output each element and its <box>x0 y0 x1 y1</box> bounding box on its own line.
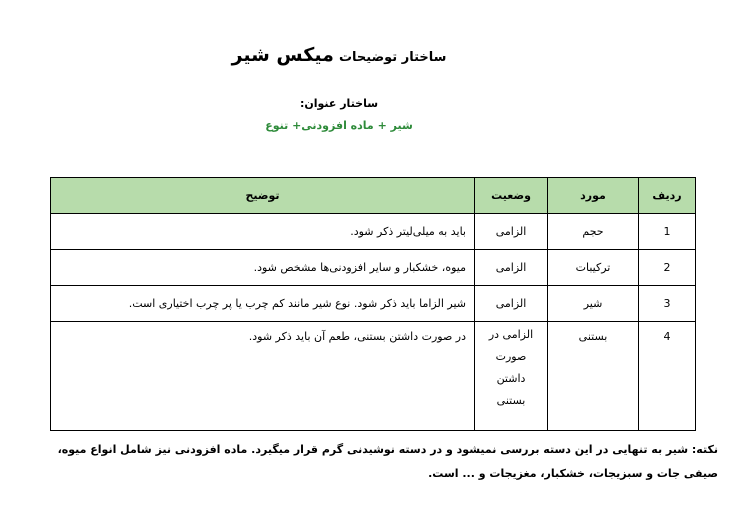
title-prefix: ساختار توضیحات <box>338 50 447 65</box>
cell-row-number: 3 <box>639 286 696 322</box>
cell-status: الزامی در صورت داشتن بستنی <box>475 322 548 431</box>
cell-description: شیر الزاما باید ذکر شود. نوع شیر مانند کم چرب یا پر چرب اختیاری است. <box>51 286 475 322</box>
column-header-description: توضیح <box>51 178 475 214</box>
table-header-row <box>51 178 696 214</box>
spec-table <box>50 177 696 431</box>
cell-row-number: 2 <box>639 250 696 286</box>
cell-item: ترکیبات <box>548 250 639 286</box>
subtitle: ساختار عنوان: <box>299 97 379 110</box>
column-header-item: مورد <box>548 178 639 214</box>
footnote: نکته: شیر به تنهایی در این دسته بررسی نمیشود و در دسته نوشیدنی گرم قرار میگیرد. ماده افزودنی نیز شامل انواع میوه، صیفی جات و سبزیجات، خشکبار، مغزیجات و ... است. <box>57 443 718 480</box>
cell-status: الزامی <box>475 250 548 286</box>
title-main: میکس شیر <box>231 44 334 66</box>
cell-row-number: 4 <box>639 322 696 431</box>
cell-status: الزامی <box>475 286 548 322</box>
cell-description: در صورت داشتن بستنی، طعم آن باید ذکر شود. <box>51 322 475 431</box>
cell-item: حجم <box>548 214 639 250</box>
column-header-status: وضعیت <box>475 178 548 214</box>
page-title <box>0 44 678 66</box>
table-row <box>51 286 696 322</box>
cell-item: بستنی <box>548 322 639 431</box>
table-row <box>51 322 696 431</box>
table-row <box>51 250 696 286</box>
cell-description: میوه، خشکبار و سایر افزودنی‌ها مشخص شود. <box>51 250 475 286</box>
cell-status: الزامی <box>475 214 548 250</box>
title-formula: شیر + ماده افزودنی+ تنوع <box>265 119 413 132</box>
column-header-row: ردیف <box>639 178 696 214</box>
cell-item: شیر <box>548 286 639 322</box>
cell-row-number: 1 <box>639 214 696 250</box>
cell-description: باید به میلی‌لیتر ذکر شود. <box>51 214 475 250</box>
table-row <box>51 214 696 250</box>
